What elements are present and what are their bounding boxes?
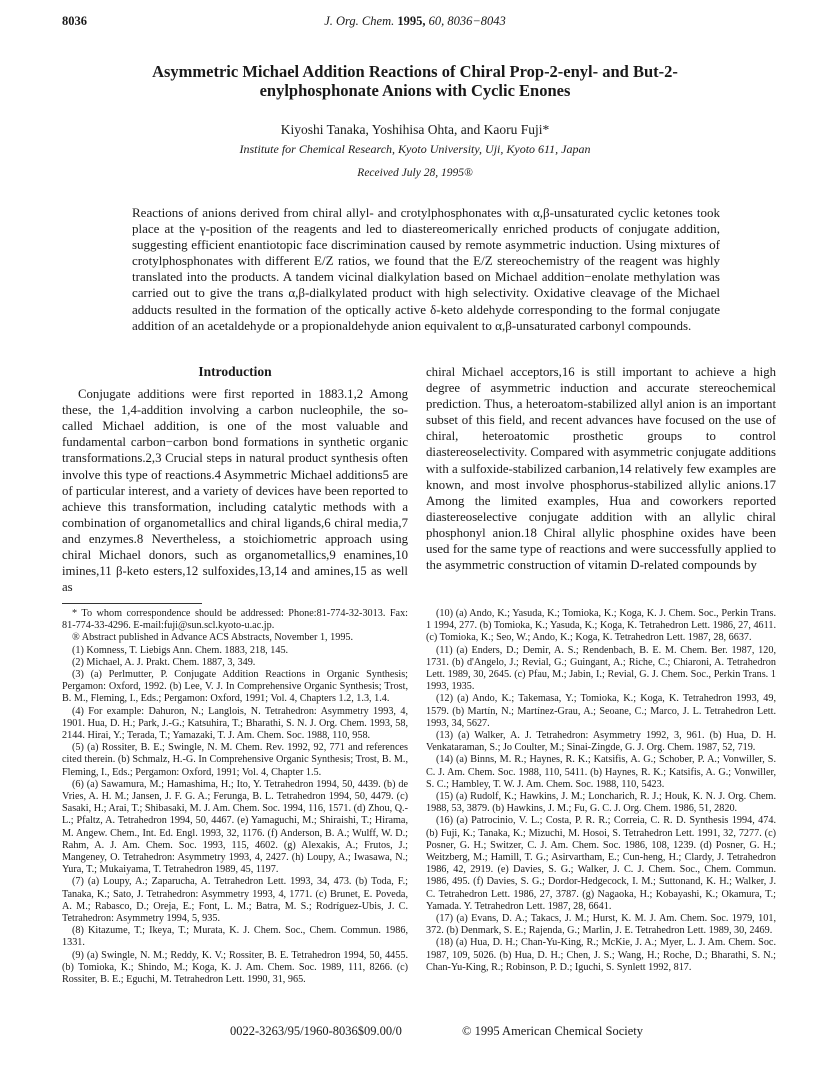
journal-citation (62, 14, 768, 29)
footnote: (16) (a) Patrocinio, V. L.; Costa, P. R. R.; Correia, C. R. D. Synthesis 1994, 474. (b) Fuji, K.; Tanaka, K.; Mizuchi, M. Hosoi, S. Tetrahedron Lett. 1991, 32, 7277. (c) Posner, G. H.; Switzer, C. J. Am. Chem. Soc. 1986, 108, 1239. (d) Posner, G. H.; Weitzberg, M.; Hamill, T. G.; Asirvartham, E.; Cun-heng, H.; Clardy, J. Tetrahedron 1986, 42, 2919. (e) Davies, S. G.; Walker, J. C. J. Chem. Soc., Chem. Commun. 1986, 495. (f) Davies, S. G.; Dordor-Hedgecock, I. M.; Suttonand, K. H.; Walker, J. C. Tetrahedron Lett. 1986, 27, 3787. (g) Nagaoka, H.; Kobayashi, K.; Okamura, T.; Yamada. Y. Tetrahedron Lett. 1987, 28, 6641. (426, 815, 776, 912)
footnote: (3) (a) Perlmutter, P. Conjugate Addition Reactions in Organic Synthesis; Pergamon: Oxford, 1992. (b) Lee, V. J. In Comprehensive Organic Synthesis; Trost, B. M., Fleming, I., Eds.; Pergamon: Oxford, 1991; Vol. 4, Chapters 1.2, 1.3, 1.4. (62, 669, 408, 705)
footnote-divider (62, 603, 202, 604)
footnote: (4) For example: Dahuron, N.; Langlois, N. Tetrahedron: Asymmetry 1993, 4, 1901. Hua, D. H.; Park, J.-G.; Katsuhira, T.; Bharathi, S. N. J. Org. Chem. 1993, 58, 2144. Hirai, Y.; Terada, T.; Yamazaki, T. J. Am. Chem. Soc. 1988, 110, 958. (62, 705, 408, 742)
body-column-right (426, 364, 776, 573)
footnote: (5) (a) Rossiter, B. E.; Swingle, N. M. Chem. Rev. 1992, 92, 771 and references cited therein. (b) Schmalz, H.-G. In Comprehensive Organic Synthesis; Trost, B. M., Fleming, I., Eds.; Pergamon: Oxford, 1991; Vol. 4, Chapter 1.5. (62, 742, 408, 778)
footnote: ® Abstract published in Advance ACS Abstracts, November 1, 1995. (72, 632, 354, 644)
footnote: * To whom correspondence should be addressed: Phone:81-774-32-3013. Fax: 81-774-33-4296. E-mail:fuji@sun.scl.kyoto-u.ac.jp. (62, 608, 408, 632)
section-heading: Introduction (198, 364, 272, 379)
journal-name: J. Org. Chem. (324, 14, 395, 28)
footnotes-left (62, 608, 408, 986)
received-date: Received July 28, 1995® (357, 167, 473, 179)
footnote: (11) (a) Enders, D.; Demir, A. S.; Rendenbach, B. E. M. Chem. Ber. 1987, 120, 1731. (b) d'Angelo, J.; Revial, G.; Guingant, A.; Riche, C.; Chiaroni, A. Tetrahedron Lett. 1989, 30, 2645. (c) Pfau, M.; Jabin, I.; Revial, G. J. Chem. Soc., Perkin Trans. 1 1993, 1935. (426, 644, 776, 693)
footnote: (8) Kitazume, T.; Ikeya, T.; Murata, K. J. Chem. Soc., Chem. Commun. 1986, 1331. (62, 925, 408, 949)
article-affiliation: Institute for Chemical Research, Kyoto University, Uji, Kyoto 611, Japan (239, 142, 591, 156)
footnote: (14) (a) Binns, M. R.; Haynes, R. K.; Katsifis, A. G.; Schober, P. A.; Vonwiller, S. C. J. Am. Chem. Soc. 1988, 110, 5411. (b) Haynes, R. K.; Katsifis, A. G.; Vonwiller, S. C.; Hambley, T. W. J. Am. Chem. Soc. 1988, 110, 5423. (426, 754, 776, 790)
footnote: (18) (a) Hua, D. H.; Chan-Yu-King, R.; McKie, J. A.; Myer, L. J. Am. Chem. Soc. 1987, 109, 5026. (b) Hua, D. H.; Chen, J. S.; Wang, H.; Roche, D.; Bharathi, S. N.; Chan-Yu-King, R.; Robinson, P. D.; Iguchi, S. Synlett 1992, 817. (426, 937, 776, 973)
footnote: (2) Michael, A. J. Prakt. Chem. 1887, 3, 349. (72, 656, 256, 668)
article-code: 0022-3263/95/1960-8036$09.00/0 (230, 1024, 402, 1038)
footnotes-right (426, 608, 776, 974)
running-header (62, 14, 768, 32)
page-number: 8036 (62, 14, 87, 28)
footnote: (12) (a) Ando, K.; Takemasa, Y.; Tomioka, K.; Koga, K. Tetrahedron 1993, 49, 1579. (b) Martín, N.; Martínez-Grau, A.; Seoane, C.; Marco, J. L. Tetrahedron Lett. 1993, 34, 5627. (426, 693, 776, 729)
footnote: (1) Komness, T. Liebigs Ann. Chem. 1883, 218, 145. (72, 644, 289, 656)
journal-pages: 8036−8043 (447, 14, 506, 28)
journal-volume: 60, (428, 14, 445, 28)
article-authors: Kiyoshi Tanaka, Yoshihisa Ohta, and Kaoru Fuji* (280, 122, 550, 137)
intro-paragraph-right: chiral Michael acceptors,16 is still important to achieve a high degree of asymmetric induction and accurate stereochemical prediction. Thus, a heteroatom-stabilized allyl anion is an important subset of this field, and recent advances have focused on the use of chiral, heteroatomic prosthetic groups to control diastereoselectivity. Compared with asymmetric conjugate additions with a sulfoxide-stabilized carbanion,14 relatively few examples are known, and most involve phosphorus-stabilized allylic anions.17 Among the limited examples, Hua and coworkers reported diastereoselective conjugate addition with an allylic chiral phosphonyl anion.18 Chiral allylic phosphine oxides have been used for the same type of reactions and were successfully applied to the asymmetric construction of vitamin D-related compounds by (426, 365, 776, 573)
footnote: (6) (a) Sawamura, M.; Hamashima, H.; Ito, Y. Tetrahedron 1994, 50, 4439. (b) de Vries, A. H. M.; Jansen, J. F. G. A.; Ferunga, B. L. Tetrahedron 1994, 50, 4479. (c) Sasaki, H.; Arai, T.; Shibasaki, M. J. Am. Chem. Soc. 1994, 116, 1571. (d) Zhou, Q.-L.; Pfaltz, A. Tetrahedron 1994, 50, 4467. (e) Yamaguchi, M.; Shiraishi, T.; Hirama, M. Angew. Chem., Int. Ed. Engl. 1993, 32, 1176. (f) Anderson, B. A.; Wulff, W. D.; Rahm, A. J. Am. Chem. Soc. 1993, 115, 4602. (g) Alexakis, A.; Frutos, J.; Mangeney, O. Tetrahedron: Asymmetry 1993, 4, 2427. (h) Loupy, A.; Iwasawa, N.; Yura, T.; Mukaiyama, T. Tetrahedron 1989, 45, 1197. (62, 778, 408, 876)
journal-year: 1995, (397, 14, 426, 28)
article-title: Asymmetric Michael Addition Reactions of Chiral Prop-2-enyl- and But-2-enylphosphonate Anions with Cyclic Enones (152, 62, 678, 100)
footnote: (7) (a) Loupy, A.; Zaparucha, A. Tetrahedron Lett. 1993, 34, 473. (b) Toda, F.; Tanaka, K.; Sato, J. Tetrahedron: Asymmetry 1993, 4, 1771. (c) Brunet, E. Poveda, A. M.; Rabasco, D.; Oreja, E.; Font, L. M.; Batra, M. S.; Rodríguez-Ubis, J. C. Tetrahedron: Asymmetry 1994, 5, 935. (62, 876, 408, 925)
footnote: (17) (a) Evans, D. A.; Takacs, J. M.; Hurst, K. M. J. Am. Chem. Soc. 1979, 101, 372. (b) Denmark, S. E.; Rajenda, G.; Marlin, J. E. Tetrahedron Lett. 1989, 30, 2469. (426, 913, 776, 937)
copyright-notice: © 1995 American Chemical Society (462, 1024, 643, 1038)
footnote: (10) (a) Ando, K.; Yasuda, K.; Tomioka, K.; Koga, K. J. Chem. Soc., Perkin Trans. 1 1994, 277. (b) Tomioka, K.; Yasuda, K.; Koga, K. Tetrahedron Lett. 1986, 27, 4611. (c) Tomioka, K.; Seo, W.; Ando, K.; Koga, K. Tetrahedron Lett. 1987, 28, 6637. (426, 608, 776, 644)
intro-paragraph-left: Conjugate additions were first reported in 1883.1,2 Among these, the 1,4-addition involving a carbon nucleophile, the so-called Michael addition, is one of the most valuable and fundamental carbon−carbon bond formations in synthetic organic transformations.2,3 Crucial steps in natural product synthesis often involve this type of reactions.4 Asymmetric Michael additions5 are of particular interest, and a variety of devices have been reported to achieve this transformation, including catalytic methods with a combination of organometallics and chiral ligands,6 chiral media,7 and enzymes.8 Nevertheless, a stoichiometric approach using chiral Michael donors, such as organometallics,9 enamines,10 imines,11 β-keto esters,12 sulfoxides,13,14 and amines,15 as well as (62, 387, 408, 595)
footnote: (9) (a) Swingle, N. M.; Reddy, K. V.; Rossiter, B. E. Tetrahedron 1994, 50, 4455. (b) Tomioka, K.; Shindo, M.; Koga, K. J. Am. Chem. Soc. 1989, 111, 8266. (c) Rossiter, B. E.; Eguchi, M. Tetrahedron Lett. 1990, 31, 965. (62, 949, 408, 986)
body-column-left (62, 364, 408, 595)
footnote: (13) (a) Walker, A. J. Tetrahedron: Asymmetry 1992, 3, 961. (b) Hua, D. H. Venkataraman, S.; Jo Coulter, M.; Sinai-Zingde, G. J. Org. Chem. 1987, 52, 719. (426, 730, 776, 754)
abstract-text: Reactions of anions derived from chiral allyl- and crotylphosphonates with α,β-unsaturated cyclic ketones took place at the γ-position of the reagents and led to diastereomerically enriched products of conjugate addition, suggesting efficient enantiotopic face discrimination caused by remote asymmetric induction. Using mixtures of crotylphosphonates with different E/Z ratios, we found that the E/Z stereochemistry of the reagent was highly translated into the products. A tandem vicinal dialkylation based on Michael addition−enolate methylation was carried out to give the trans α,β-dialkylated product with high selectivity. Oxidative cleavage of the Michael adducts resulted in the formation of the optically active δ-keto aldehyde corresponding to the formal conjugate addition of an acetaldehyde or a propionaldehyde anion equivalent to α,β-unsaturated carbonyl compounds. (132, 205, 720, 333)
footnote: (15) (a) Rudolf, K.; Hawkins, J. M.; Loncharich, R. J.; Houk, K. N. J. Org. Chem. 1988, 53, 3879. (b) Hawkins, J. M.; Fu, G. C. J. Org. Chem. 1986, 51, 2820. (426, 791, 776, 815)
